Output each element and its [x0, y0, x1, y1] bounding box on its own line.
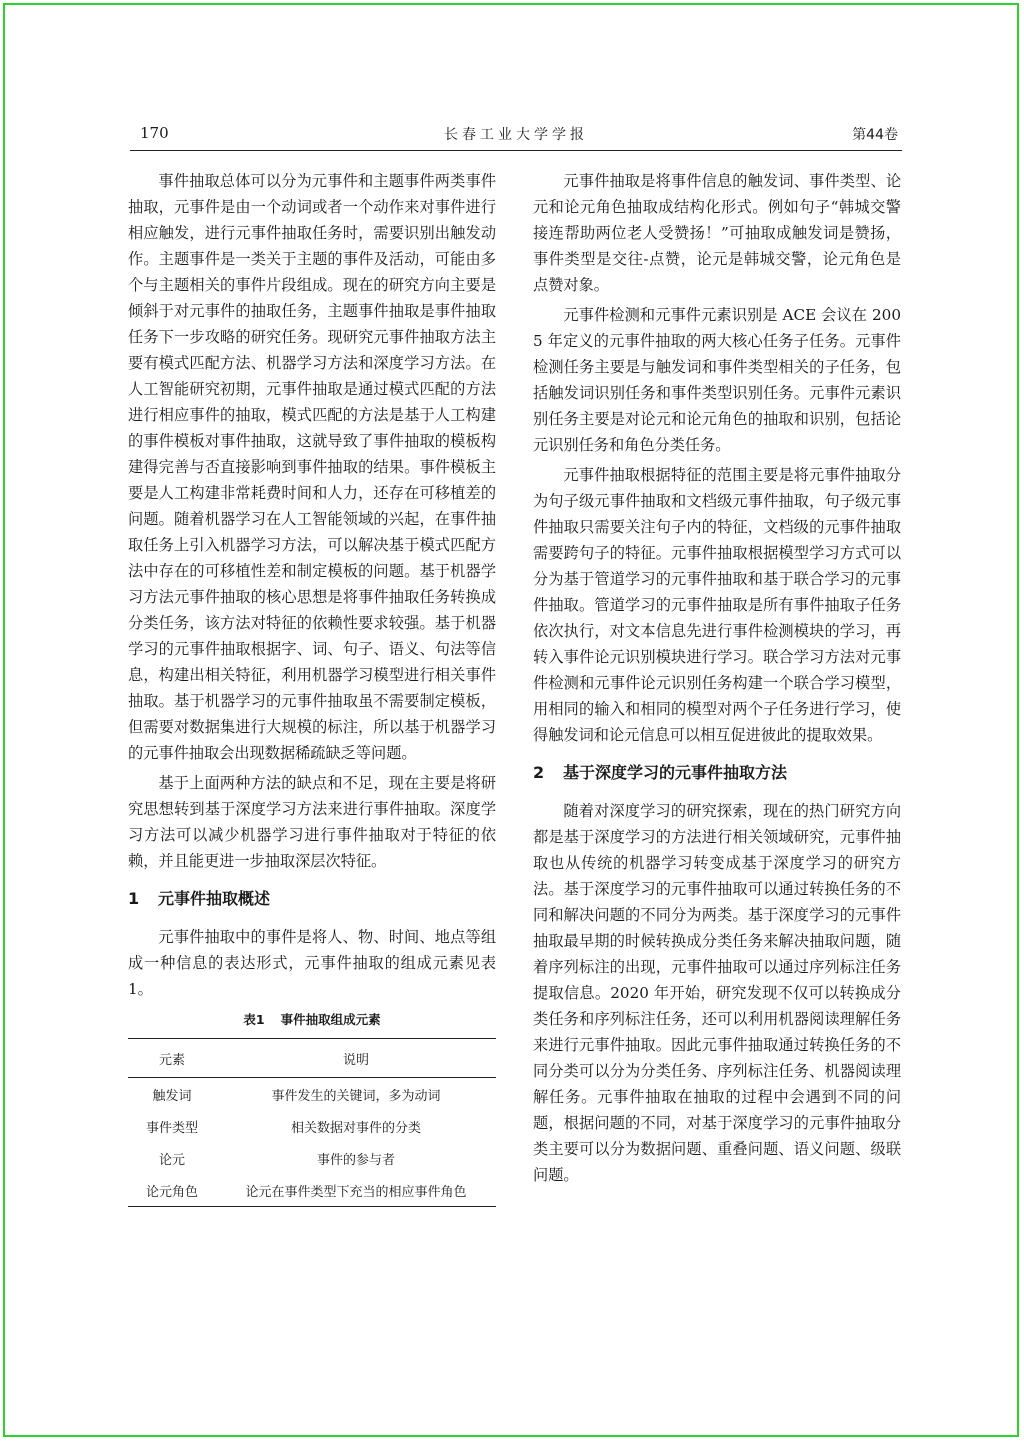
elements-table — [128, 1038, 496, 1207]
journal-title: 长春工业大学学报 — [444, 127, 588, 143]
table-row — [128, 1174, 496, 1207]
section-title: 元事件抽取概述 — [158, 889, 271, 908]
body-paragraph: 元事件抽取中的事件是将人、物、时间、地点等组成一种信息的表达形式，元事件抽取的组成元素见表1。 — [128, 928, 496, 998]
table-number: 表1 — [243, 1012, 265, 1027]
table-row — [128, 1110, 496, 1142]
running-header — [130, 122, 902, 151]
page-number: 170 — [140, 124, 169, 142]
table-cell: 论元在事件类型下充当的相应事件角色 — [245, 1184, 467, 1200]
section-heading-1 — [128, 886, 496, 912]
body-paragraph: 基于上面两种方法的缺点和不足，现在主要是将研究思想转到基于深度学习方法来进行事件抽取。深度学习方法可以减少机器学习进行事件抽取对于特征的依赖，并且能更进一步抽取深层次特征。 — [128, 774, 496, 870]
table-cell: 事件发生的关键词，多为动词 — [271, 1088, 441, 1104]
table-cell: 论元角色 — [145, 1184, 198, 1200]
table-cell: 事件的参与者 — [316, 1152, 395, 1168]
table-header-cell: 元素 — [128, 1039, 216, 1078]
section-heading-2 — [533, 760, 901, 786]
left-column — [128, 168, 496, 1207]
table-row — [128, 1078, 496, 1111]
body-paragraph: 元事件检测和元事件元素识别是 ACE 会议在 2005 年定义的元事件抽取的两大核心任务子任务。元事件检测任务主要是与触发词和事件类型相关的子任务，包括触发词识别任务和事件类型识别任务。元事件元素识别任务主要是对论元和论元角色的抽取和识别，包括论元识别任务和角色分类任务。 — [533, 306, 901, 454]
table-header-row — [128, 1039, 496, 1078]
body-paragraph: 随着对深度学习的研究探索，现在的热门研究方向都是基于深度学习的方法进行相关领域研究，元事件抽取也从传统的机器学习转变成基于深度学习的研究方法。基于深度学习的元事件抽取可以通过转换任务的不同和解决问题的不同分为两类。基于深度学习的元事件抽取最早期的时候转换成分类任务来解决抽取问题，随着序列标注的出现，元事件抽取可以通过序列标注任务提取信息。2020 年开始，研究发现不仅可以转换成分类任务和序列标注任务，还可以利用机器阅读理解任务来进行元事件抽取。因此元事件抽取通过转换任务的不同分类可以分为分类任务、序列标注任务、机器阅读理解任务。元事件抽取在抽取的过程中会遇到不同的问题，根据问题的不同，对基于深度学习的元事件抽取分类主要可以分为数据问题、重叠问题、语义问题、级联问题。 — [533, 802, 901, 1184]
body-paragraph: 事件抽取总体可以分为元事件和主题事件两类事件抽取，元事件是由一个动词或者一个动作来对事件进行相应触发，进行元事件抽取任务时，需要识别出触发动作。主题事件是一类关于主题的事件及活动，可能由多个与主题相关的事件片段组成。现在的研究方向主要是倾斜于对元事件的抽取任务，主题事件抽取是事件抽取任务下一步攻略的研究任务。现研究元事件抽取方法主要有模式匹配方法、机器学习方法和深度学习方法。在人工智能研究初期，元事件抽取是通过模式匹配的方法进行相应事件的抽取，模式匹配的方法是基于人工构建的事件模板对事件抽取，这就导致了事件抽取的模板构建得完善与否直接影响到事件抽取的结果。事件模板主要是人工构建非常耗费时间和人力，还存在可移植差的问题。随着机器学习在人工智能领域的兴起，在事件抽取任务上引入机器学习方法，可以解决基于模式匹配方法中存在的可移植性差和制定模板的问题。基于机器学习方法元事件抽取的核心思想是将事件抽取任务转换成分类任务，该方法对特征的依赖性要求较强。基于机器学习的元事件抽取根据字、词、句子、语义、句法等信息，构建出相关特征，利用机器学习模型进行相关事件抽取。基于机器学习的元事件抽取虽不需要制定模板，但需要对数据集进行大规模的标注，所以基于机器学习的元事件抽取会出现数据稀疏缺乏等问题。 — [128, 172, 496, 762]
table-title: 事件抽取组成元素 — [280, 1012, 381, 1027]
table-cell: 论元 — [158, 1152, 185, 1168]
table-header-cell: 说明 — [216, 1039, 496, 1078]
section-title: 基于深度学习的元事件抽取方法 — [563, 763, 788, 782]
table-row — [128, 1142, 496, 1174]
body-paragraph: 元事件抽取根据特征的范围主要是将元事件抽取分为句子级元事件抽取和文档级元事件抽取，句子级元事件抽取只需要关注句子内的特征，文档级的元事件抽取需要跨句子的特征。元事件抽取根据模型学习方式可以分为基于管道学习的元事件抽取和基于联合学习的元事件抽取。管道学习的元事件抽取是所有事件抽取子任务依次执行，对文本信息先进行事件检测模块的学习，再转入事件论元识别模块进行学习。联合学习方法对元事件检测和元事件论元识别任务构建一个联合学习模型，用相同的输入和相同的模型对两个子任务进行学习，使得触发词和论元信息可以相互促进彼此的提取效果。 — [533, 466, 901, 744]
body-paragraph: 元事件抽取是将事件信息的触发词、事件类型、论元和论元角色抽取成结构化形式。例如句子“韩城交警接连帮助两位老人受赞扬！”可抽取成触发词是赞扬，事件类型是交往-点赞，论元是韩城交警，论元角色是点赞对象。 — [533, 172, 901, 294]
section-number: 1 — [128, 889, 140, 908]
table-cell: 触发词 — [152, 1088, 192, 1104]
right-column — [533, 168, 901, 1192]
section-number: 2 — [533, 763, 545, 782]
table-caption — [128, 1010, 496, 1028]
table-cell: 事件类型 — [145, 1120, 198, 1136]
table-cell: 相关数据对事件的分类 — [290, 1120, 421, 1136]
volume-label: 第44卷 — [852, 127, 898, 143]
